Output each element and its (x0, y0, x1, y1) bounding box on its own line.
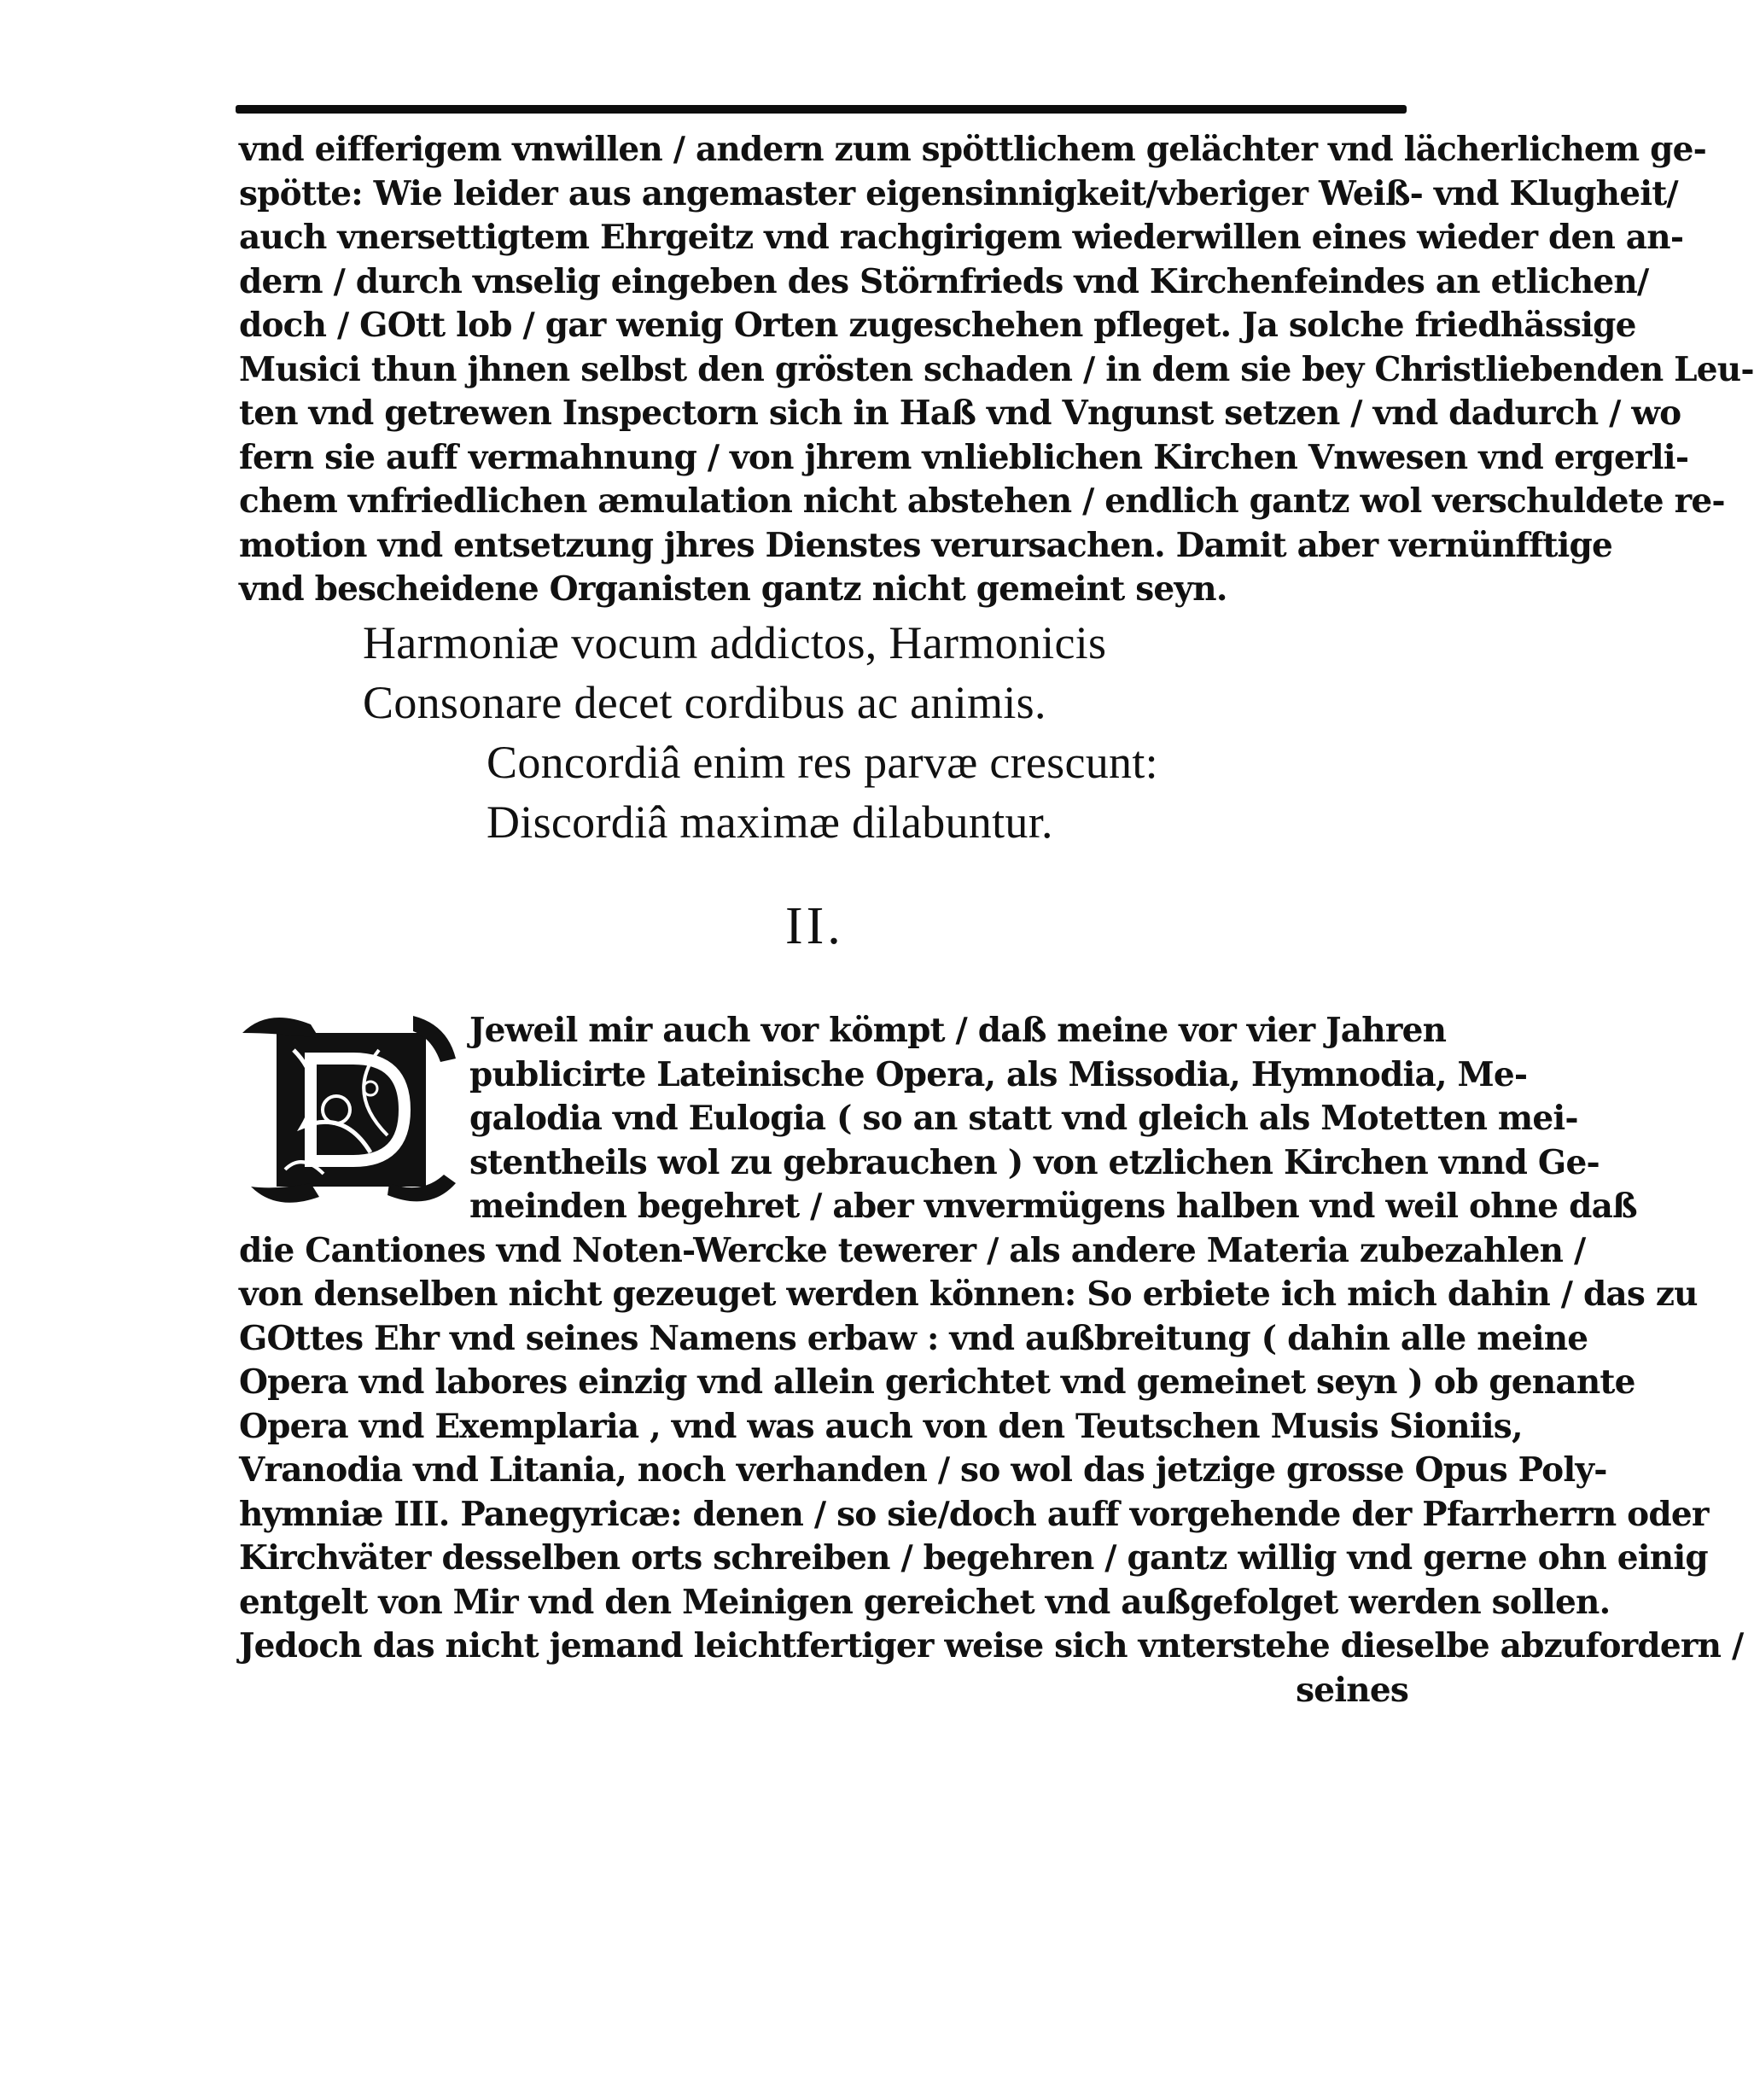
catchword: seines (1296, 1670, 1408, 1710)
text-line: motion vnd entsetzung jhres Dienstes verursachen. Damit aber vernünfftige (239, 525, 1613, 565)
verse-line-3: Concordiâ enim res parvæ crescunt: (487, 737, 1158, 788)
text-line: galodia vnd Eulogia ( so an statt vnd gleich als Motetten mei- (469, 1099, 1578, 1138)
text-line: Opera vnd Exemplaria , vnd was auch von den Teutschen Musis Sioniis, (239, 1406, 1523, 1446)
text-line: auch vnersettigtem Ehrgeitz vnd rachgirigem wiederwillen eines wieder den an- (239, 218, 1684, 257)
header-rule (236, 105, 1407, 114)
text-line: entgelt von Mir vnd den Meinigen gereichet vnd außgefolget werden sollen. (239, 1582, 1611, 1622)
text-line: chem vnfriedlichen æmulation nicht abstehen / endlich gantz wol verschuldete re- (239, 481, 1725, 521)
text-line: von denselben nicht gezeuget werden können: So erbiete ich mich dahin / das zu (239, 1275, 1698, 1314)
text-line: ten vnd getrewen Inspectorn sich in Haß vnd Vngunst setzen / vnd dadurch / wo (239, 394, 1681, 433)
verse-line-2: Consonare decet cordibus ac animis. (363, 677, 1046, 728)
text-line: publicirte Lateinische Opera, als Missodia, Hymnodia, Me- (469, 1054, 1528, 1094)
text-line: spötte: Wie leider aus angemaster eigensinnigkeit/vberiger Weiß- vnd Klugheit/ (239, 173, 1678, 213)
section-heading: II. (785, 897, 844, 955)
text-line: GOttes Ehr vnd seines Namens erbaw : vnd außbreitung ( dahin alle meine (239, 1318, 1588, 1358)
text-line: Opera vnd labores einzig vnd allein gerichtet vnd gemeinet seyn ) ob genante (239, 1362, 1635, 1402)
text-line: Vranodia vnd Litania, noch verhanden / so wol das jetzige grosse Opus Poly- (239, 1450, 1607, 1490)
text-line: dern / durch vnselig eingeben des Störnfrieds vnd Kirchenfeindes an etlichen/ (239, 261, 1649, 301)
text-line: die Cantiones vnd Noten-Wercke tewerer / als andere Materia zubezahlen / (239, 1230, 1586, 1270)
text-line: hymniæ III. Panegyricæ: denen / so sie/doch auff vorgehende der Pfarrherrn oder (239, 1494, 1709, 1534)
text-line: Kirchväter desselben orts schreiben / begehren / gantz willig vnd gerne ohn einig (239, 1538, 1708, 1578)
text-line: Jedoch das nicht jemand leichtfertiger weise sich vnterstehe dieselbe abzufordern / (239, 1626, 1744, 1665)
text-line: fern sie auff vermahnung / von jhrem vnlieblichen Kirchen Vnwesen vnd ergerli- (239, 437, 1689, 477)
text-line: Jeweil mir auch vor kömpt / daß meine vor vier Jahren (469, 1011, 1447, 1050)
verse-line-1: Harmoniæ vocum addictos, Harmonicis (363, 617, 1107, 668)
text-line: meinden begehret / aber vnvermügens halben vnd weil ohne daß (469, 1187, 1637, 1226)
verse-line-4: Discordiâ maximæ dilabuntur. (487, 796, 1053, 848)
text-line: vnd bescheidene Organisten gantz nicht gemeint seyn. (239, 569, 1227, 609)
text-line: Musici thun jhnen selbst den grösten schaden / in dem sie bey Christliebenden Leu- (239, 349, 1754, 389)
paragraph-continuation (239, 128, 1754, 612)
text-line: stentheils wol zu gebrauchen ) von etzlichen Kirchen vnnd Ge- (469, 1142, 1600, 1182)
text-line: vnd eifferigem vnwillen / andern zum spöttlichem gelächter vnd lächerlichem ge- (239, 130, 1707, 169)
text-line: doch / GOtt lob / gar wenig Orten zugeschehen pfleget. Ja solche friedhässige (239, 306, 1636, 345)
paragraph-section-two (239, 1009, 1744, 1712)
